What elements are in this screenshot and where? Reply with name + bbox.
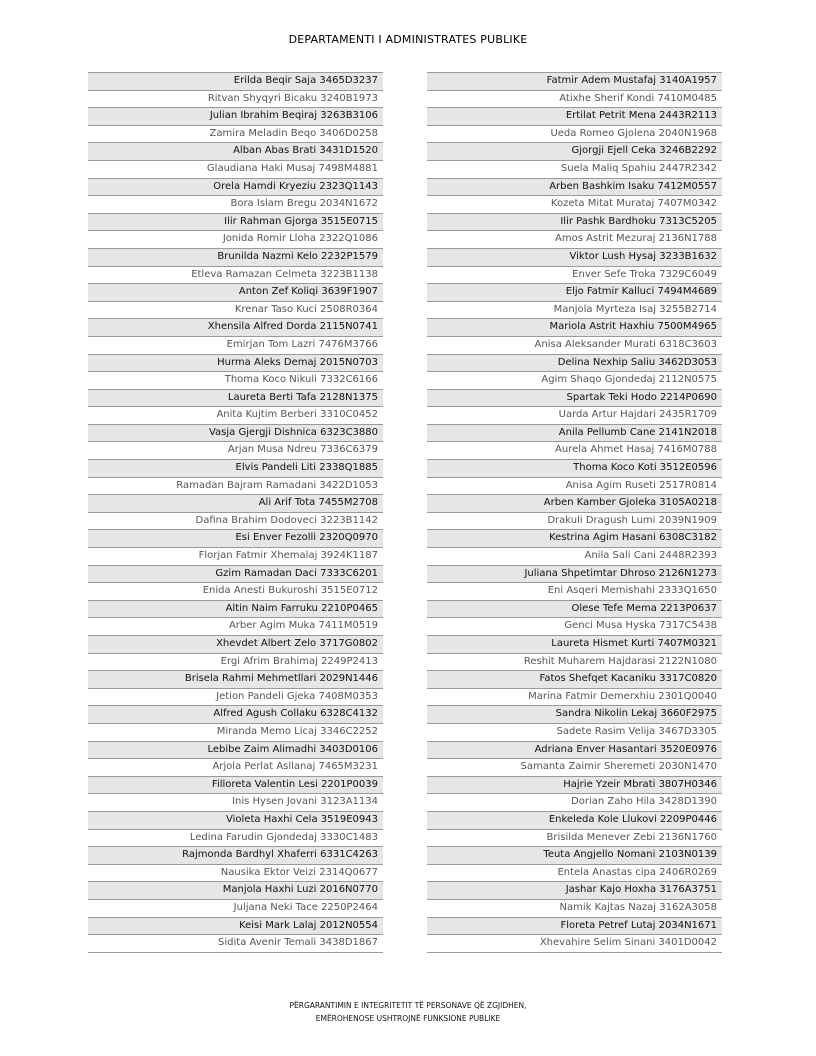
- left-list-row: Ali Arif Tota 7455M2708: [88, 495, 383, 513]
- left-list-row: Orela Hamdi Kryeziu 2323Q1143: [88, 179, 383, 197]
- page-title: DEPARTAMENTI I ADMINISTRATES PUBLIKE: [288, 33, 528, 46]
- left-list-row: Xhensila Alfred Dorda 2115N0741: [88, 319, 383, 337]
- right-list-row: Dorian Zaho Hila 3428D1390: [427, 794, 722, 812]
- right-list-row: Brisilda Menever Zebi 2136N1760: [427, 830, 722, 848]
- left-list-row: Violeta Haxhi Cela 3519E0943: [88, 812, 383, 830]
- left-list-row: Xhevdet Albert Zelo 3717G0802: [88, 636, 383, 654]
- footer-line-2: EMËROHENOSE USHTROJNË FUNKSIONE PUBLIKE: [315, 1014, 501, 1023]
- left-list-row: Vasja Gjergji Dishnica 6323C3880: [88, 425, 383, 443]
- right-list-row: Suela Maliq Spahiu 2447R2342: [427, 161, 722, 179]
- right-list-row: Ueda Romeo Gjolena 2040N1968: [427, 126, 722, 144]
- right-list-row: Laureta Hismet Kurti 7407M0321: [427, 636, 722, 654]
- right-list-row: Enkeleda Kole Llukovi 2209P0446: [427, 812, 722, 830]
- left-name-list: [88, 72, 383, 953]
- left-list-row: Julian Ibrahim Beqiraj 3263B3106: [88, 108, 383, 126]
- left-list-row: Sidita Avenir Temali 3438D1867: [88, 935, 383, 953]
- left-list-row: Zamira Meladin Beqo 3406D0258: [88, 126, 383, 144]
- left-list-row: Keisi Mark Lalaj 2012N0554: [88, 918, 383, 936]
- left-list-row: Gzim Ramadan Daci 7333C6201: [88, 566, 383, 584]
- left-list-row: Brisela Rahmi Mehmetllari 2029N1446: [88, 671, 383, 689]
- right-list-row: Hajrie Yzeir Mbrati 3807H0346: [427, 777, 722, 795]
- left-list-row: Ergi Afrim Brahimaj 2249P2413: [88, 654, 383, 672]
- left-list-row: Esi Enver Fezolli 2320Q0970: [88, 530, 383, 548]
- left-list-row: Inis Hysen Jovani 3123A1134: [88, 794, 383, 812]
- right-list-row: Fatos Shefqet Kacaniku 3317C0820: [427, 671, 722, 689]
- left-list-row: Filloreta Valentin Lesi 2201P0039: [88, 777, 383, 795]
- right-list-row: Spartak Teki Hodo 2214P0690: [427, 390, 722, 408]
- right-list-row: Reshit Muharem Hajdarasi 2122N1080: [427, 654, 722, 672]
- left-list-row: Manjola Haxhi Luzi 2016N0770: [88, 882, 383, 900]
- left-list-row: Lebibe Zaim Alimadhi 3403D0106: [88, 742, 383, 760]
- right-list-row: Adriana Enver Hasantari 3520E0976: [427, 742, 722, 760]
- left-list-row: Ledina Farudin Gjondedaj 3330C1483: [88, 830, 383, 848]
- right-list-row: Arben Kamber Gjoleka 3105A0218: [427, 495, 722, 513]
- right-list-row: Anisa Aleksander Murati 6318C3603: [427, 337, 722, 355]
- left-list-row: Emirjan Tom Lazri 7476M3766: [88, 337, 383, 355]
- right-list-row: Thoma Koco Koti 3512E0596: [427, 460, 722, 478]
- right-list-row: Ilir Pashk Bardhoku 7313C5205: [427, 214, 722, 232]
- left-list-row: Laureta Berti Tafa 2128N1375: [88, 390, 383, 408]
- left-list-row: Ramadan Bajram Ramadani 3422D1053: [88, 478, 383, 496]
- right-list-row: Sandra Nikolin Lekaj 3660F2975: [427, 706, 722, 724]
- left-list-row: Arber Agim Muka 7411M0519: [88, 618, 383, 636]
- left-list-row: Arjan Musa Ndreu 7336C6379: [88, 442, 383, 460]
- right-list-row: Floreta Petref Lutaj 2034N1671: [427, 918, 722, 936]
- left-list-row: Alfred Agush Collaku 6328C4132: [88, 706, 383, 724]
- right-list-row: Kozeta Mitat Murataj 7407M0342: [427, 196, 722, 214]
- right-list-row: Jashar Kajo Hoxha 3176A3751: [427, 882, 722, 900]
- footer-line-1: PËRGARANTIMIN E INTEGRITETIT TË PERSONAVE QË ZGJIDHEN,: [289, 1001, 527, 1010]
- right-list-row: Xhevahire Selim Sinani 3401D0042: [427, 935, 722, 953]
- left-list-row: Ritvan Shyqyri Bicaku 3240B1973: [88, 91, 383, 109]
- left-list-row: Glaudiana Haki Musaj 7498M4881: [88, 161, 383, 179]
- left-list-row: Hurma Aleks Demaj 2015N0703: [88, 355, 383, 373]
- right-list-row: Mariola Astrit Haxhiu 7500M4965: [427, 319, 722, 337]
- right-list-row: Eni Asqeri Memishahi 2333Q1650: [427, 583, 722, 601]
- left-list-row: Florjan Fatmir Xhemalaj 3924K1187: [88, 548, 383, 566]
- right-list-row: Eljo Fatmir Kalluci 7494M4689: [427, 284, 722, 302]
- right-list-row: Viktor Lush Hysaj 3233B1632: [427, 249, 722, 267]
- right-list-row: Samanta Zaimir Sheremeti 2030N1470: [427, 759, 722, 777]
- left-list-row: Erilda Beqir Saja 3465D3237: [88, 73, 383, 91]
- right-list-row: Drakuli Dragush Lumi 2039N1909: [427, 513, 722, 531]
- left-list-row: Bora Islam Bregu 2034N1672: [88, 196, 383, 214]
- left-list-row: Etleva Ramazan Celmeta 3223B1138: [88, 267, 383, 285]
- left-list-row: Nausika Ektor Veizi 2314Q0677: [88, 865, 383, 883]
- right-list-row: Enver Sefe Troka 7329C6049: [427, 267, 722, 285]
- left-list-row: Krenar Taso Kuci 2508R0364: [88, 302, 383, 320]
- right-list-row: Anila Sali Cani 2448R2393: [427, 548, 722, 566]
- left-list-row: Thoma Koco Nikuli 7332C6166: [88, 372, 383, 390]
- right-list-row: Anila Pellumb Cane 2141N2018: [427, 425, 722, 443]
- right-list-row: Manjola Myrteza Isaj 3255B2714: [427, 302, 722, 320]
- left-list-row: Arjola Perlat Asllanaj 7465M3231: [88, 759, 383, 777]
- right-list-row: Namik Kajtas Nazaj 3162A3058: [427, 900, 722, 918]
- right-list-row: Aurela Ahmet Hasaj 7416M0788: [427, 442, 722, 460]
- right-list-row: Kestrina Agim Hasani 6308C3182: [427, 530, 722, 548]
- left-list-row: Enida Anesti Bukuroshi 3515E0712: [88, 583, 383, 601]
- right-list-row: Arben Bashkim Isaku 7412M0557: [427, 179, 722, 197]
- right-list-row: Juliana Shpetimtar Dhroso 2126N1273: [427, 566, 722, 584]
- right-list-row: Fatmir Adem Mustafaj 3140A1957: [427, 73, 722, 91]
- right-list-row: Marina Fatmir Demerxhiu 2301Q0040: [427, 689, 722, 707]
- left-list-row: Dafina Brahim Dodoveci 3223B1142: [88, 513, 383, 531]
- left-list-row: Altin Naim Farruku 2210P0465: [88, 601, 383, 619]
- left-list-row: Brunilda Nazmi Kelo 2232P1579: [88, 249, 383, 267]
- left-list-row: Ilir Rahman Gjorga 3515E0715: [88, 214, 383, 232]
- left-list-row: Miranda Memo Licaj 3346C2252: [88, 724, 383, 742]
- right-list-row: Olese Tefe Mema 2213P0637: [427, 601, 722, 619]
- left-list-row: Jetion Pandeli Gjeka 7408M0353: [88, 689, 383, 707]
- left-list-row: Jonida Romir Lloha 2322Q1086: [88, 231, 383, 249]
- right-list-row: Atixhe Sherif Kondi 7410M0485: [427, 91, 722, 109]
- left-list-row: Anton Zef Koliqi 3639F1907: [88, 284, 383, 302]
- right-list-row: Ertilat Petrit Mena 2443R2113: [427, 108, 722, 126]
- right-list-row: Sadete Rasim Velija 3467D3305: [427, 724, 722, 742]
- right-list-row: Genci Musa Hyska 7317C5438: [427, 618, 722, 636]
- right-list-row: Agim Shaqo Gjondedaj 2112N0575: [427, 372, 722, 390]
- right-list-row: Delina Nexhip Saliu 3462D3053: [427, 355, 722, 373]
- left-list-row: Alban Abas Brati 3431D1520: [88, 143, 383, 161]
- left-list-row: Anita Kujtim Berberi 3310C0452: [88, 407, 383, 425]
- left-list-row: Rajmonda Bardhyl Xhaferri 6331C4263: [88, 847, 383, 865]
- left-list-row: Elvis Pandeli Liti 2338Q1885: [88, 460, 383, 478]
- right-list-row: Gjorgji Ejell Ceka 3246B2292: [427, 143, 722, 161]
- right-name-list: [427, 72, 722, 953]
- right-list-row: Anisa Agim Ruseti 2517R0814: [427, 478, 722, 496]
- right-list-row: Uarda Artur Hajdari 2435R1709: [427, 407, 722, 425]
- left-list-row: Juljana Neki Tace 2250P2464: [88, 900, 383, 918]
- right-list-row: Entela Anastas cipa 2406R0269: [427, 865, 722, 883]
- footer: [0, 999, 816, 1025]
- right-list-row: Amos Astrit Mezuraj 2136N1788: [427, 231, 722, 249]
- right-list-row: Teuta Angjello Nomani 2103N0139: [427, 847, 722, 865]
